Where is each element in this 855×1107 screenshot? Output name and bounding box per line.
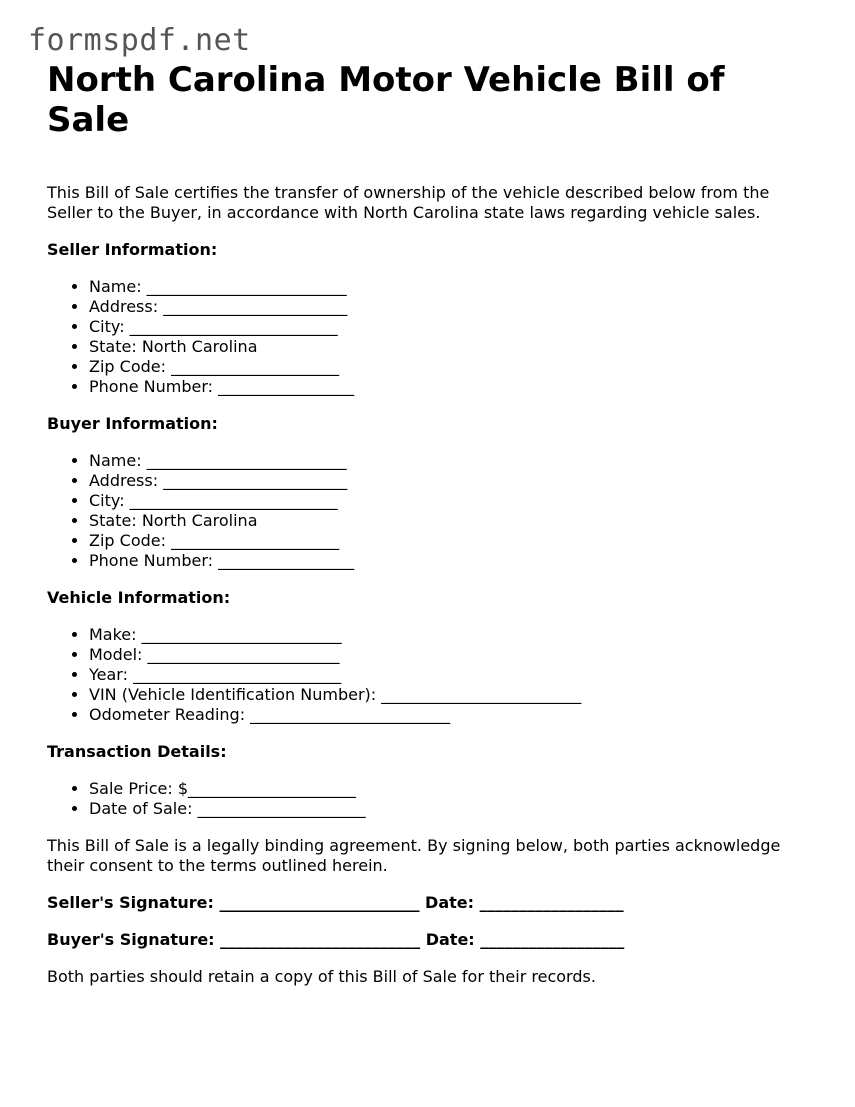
- retain-note: Both parties should retain a copy of this Bill of Sale for their records.: [47, 967, 596, 986]
- buyer-phone-field: • Phone Number: _________________: [89, 551, 817, 571]
- buyer-list: [47, 451, 817, 571]
- buyer-state-field: • State: North Carolina: [89, 511, 817, 531]
- seller-list: [47, 277, 817, 397]
- seller-address-field: • Address: _______________________: [89, 297, 817, 317]
- transaction-list: [47, 779, 817, 819]
- sale-date-field: • Date of Sale: _____________________: [89, 799, 817, 819]
- vehicle-list: [47, 625, 817, 725]
- watermark: formspdf.net: [28, 23, 251, 58]
- seller-state-field: • State: North Carolina: [89, 337, 817, 357]
- document-title: North Carolina Motor Vehicle Bill of Sale: [47, 60, 725, 140]
- closing-paragraph: This Bill of Sale is a legally binding agreement. By signing below, both parties acknowledge their consent to the terms outlined herein.: [47, 836, 781, 875]
- buyer-signature-line: Buyer's Signature: _________________________ Date: __________________: [47, 930, 625, 949]
- buyer-zip-field: • Zip Code: _____________________: [89, 531, 817, 551]
- buyer-heading: Buyer Information:: [47, 414, 218, 433]
- sale-price-field: • Sale Price: $_____________________: [89, 779, 817, 799]
- vehicle-make-field: • Make: _________________________: [89, 625, 817, 645]
- buyer-city-field: • City: __________________________: [89, 491, 817, 511]
- vehicle-odometer-field: • Odometer Reading: _________________________: [89, 705, 817, 725]
- seller-signature-line: Seller's Signature: _________________________ Date: __________________: [47, 893, 624, 912]
- seller-heading: Seller Information:: [47, 240, 218, 259]
- seller-phone-field: • Phone Number: _________________: [89, 377, 817, 397]
- vehicle-year-field: • Year: __________________________: [89, 665, 817, 685]
- buyer-address-field: • Address: _______________________: [89, 471, 817, 491]
- intro-paragraph: This Bill of Sale certifies the transfer of ownership of the vehicle described below from the Seller to the Buyer, in accordance with North Carolina state laws regarding vehicle sales.: [47, 183, 770, 222]
- transaction-heading: Transaction Details:: [47, 742, 227, 761]
- vehicle-model-field: • Model: ________________________: [89, 645, 817, 665]
- document-body: [47, 60, 817, 987]
- vehicle-vin-field: • VIN (Vehicle Identification Number): _________________________: [89, 685, 817, 705]
- seller-zip-field: • Zip Code: _____________________: [89, 357, 817, 377]
- seller-city-field: • City: __________________________: [89, 317, 817, 337]
- vehicle-heading: Vehicle Information:: [47, 588, 231, 607]
- seller-name-field: • Name: _________________________: [89, 277, 817, 297]
- buyer-name-field: • Name: _________________________: [89, 451, 817, 471]
